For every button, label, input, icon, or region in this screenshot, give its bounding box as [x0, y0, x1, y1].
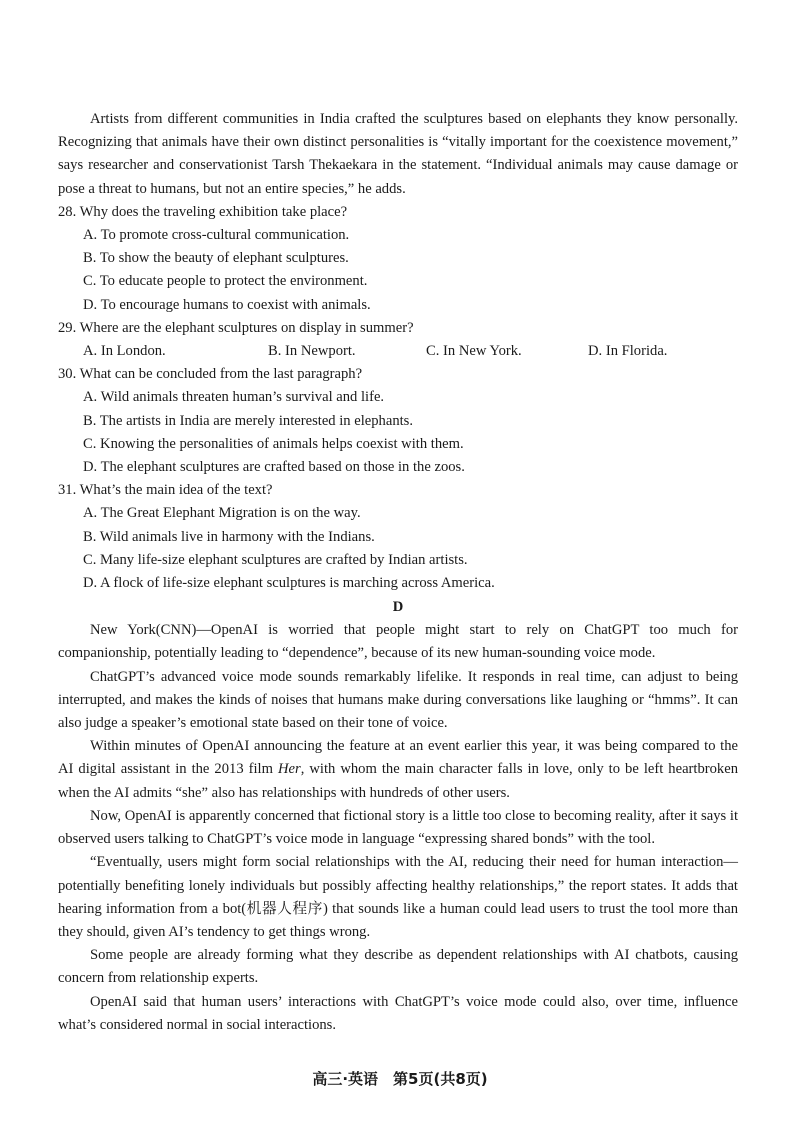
- option-a: A. Wild animals threaten human’s survival and life.: [83, 389, 385, 406]
- film-title: Her: [278, 761, 301, 778]
- option-c: C. Knowing the personalities of animals helps coexist with them.: [83, 435, 464, 452]
- option-a: A. In London.: [83, 343, 166, 360]
- question-stem: 29. Where are the elephant sculptures on display in summer?: [58, 319, 414, 336]
- passage-c-last-paragraph: Artists from different communities in India crafted the sculptures based on elephants they know personally. Recognizing that animals have their own distinct personalities is “vitally important for the coexistence movement,” says researcher and conservationist Tarsh Thekaekara in the statement. “Individual animals may cause damage or pose a threat to humans, but not an entire species,” he adds.: [58, 111, 738, 197]
- option-c: C. To educate people to protect the environment.: [83, 273, 368, 290]
- section-heading: D: [392, 599, 404, 616]
- option-b: B. In Newport.: [268, 343, 356, 360]
- page-footer: 高三·英语 第5页(共8页): [312, 1070, 488, 1088]
- section-d-paragraph-3: [58, 735, 738, 805]
- option-d: D. In Florida.: [588, 343, 668, 360]
- paragraph-text: Within minutes of OpenAI announcing the feature at an event earlier this year, it was being compared to the AI digital assistant in the 2013 film: [58, 738, 738, 778]
- section-d-paragraph-4: Now, OpenAI is apparently concerned that fictional story is a little too close to becoming reality, after it says it observed users talking to ChatGPT’s voice mode in language “expressing shared bonds” with the tool.: [58, 807, 738, 848]
- section-d-paragraph-5: “Eventually, users might form social relationships with the AI, reducing their need for human interaction—potentially benefiting lonely individuals but possibly affecting healthy relationships,” the report states. It adds that hearing information from a bot(机器人程序) that sounds like a human could lead users to trust the tool more than they should, given AI’s tendency to get things wrong.: [58, 854, 738, 940]
- question-29: [58, 317, 738, 363]
- section-d-paragraph-1: New York(CNN)—OpenAI is worried that people might start to rely on ChatGPT too much for companionship, potentially leading to “dependence”, because of its new human-sounding voice mode.: [58, 622, 738, 662]
- question-stem: 30. What can be concluded from the last paragraph?: [58, 366, 363, 383]
- question-30: [58, 363, 738, 479]
- option-d: D. To encourage humans to coexist with animals.: [83, 296, 371, 313]
- section-d-paragraph-6: Some people are already forming what they describe as dependent relationships with AI chatbots, causing concern from relationship experts.: [58, 947, 738, 987]
- question-stem: 31. What’s the main idea of the text?: [58, 482, 273, 499]
- option-b: B. To show the beauty of elephant sculptures.: [83, 250, 349, 267]
- section-d-paragraph-2: ChatGPT’s advanced voice mode sounds remarkably lifelike. It responds in real time, can adjust to being interrupted, and makes the kinds of noises that humans make during conversations like laughing or “hmms”. It can also judge a speaker’s emotional state based on their tone of voice.: [58, 668, 738, 732]
- options-row: [83, 340, 738, 363]
- exam-page: [58, 108, 738, 1037]
- option-c: C. Many life-size elephant sculptures are crafted by Indian artists.: [83, 551, 468, 568]
- option-d: D. The elephant sculptures are crafted based on those in the zoos.: [83, 459, 465, 476]
- option-c: C. In New York.: [426, 343, 522, 360]
- option-d: D. A flock of life-size elephant sculptures is marching across America.: [83, 575, 495, 592]
- question-28: [58, 201, 738, 317]
- option-b: B. Wild animals live in harmony with the Indians.: [83, 528, 375, 545]
- option-b: B. The artists in India are merely interested in elephants.: [83, 412, 414, 429]
- paragraph-text: , with whom the main character falls in love, only to be left heartbroken when the AI admits “she” also has relationships with hundreds of other users.: [58, 761, 738, 801]
- question-31: [58, 479, 738, 595]
- option-a: A. The Great Elephant Migration is on the way.: [83, 505, 361, 522]
- option-a: A. To promote cross-cultural communication.: [83, 227, 350, 244]
- question-stem: 28. Why does the traveling exhibition take place?: [58, 203, 348, 220]
- section-d-paragraph-7: OpenAI said that human users’ interactions with ChatGPT’s voice mode could also, over time, influence what’s considered normal in social interactions.: [58, 993, 738, 1033]
